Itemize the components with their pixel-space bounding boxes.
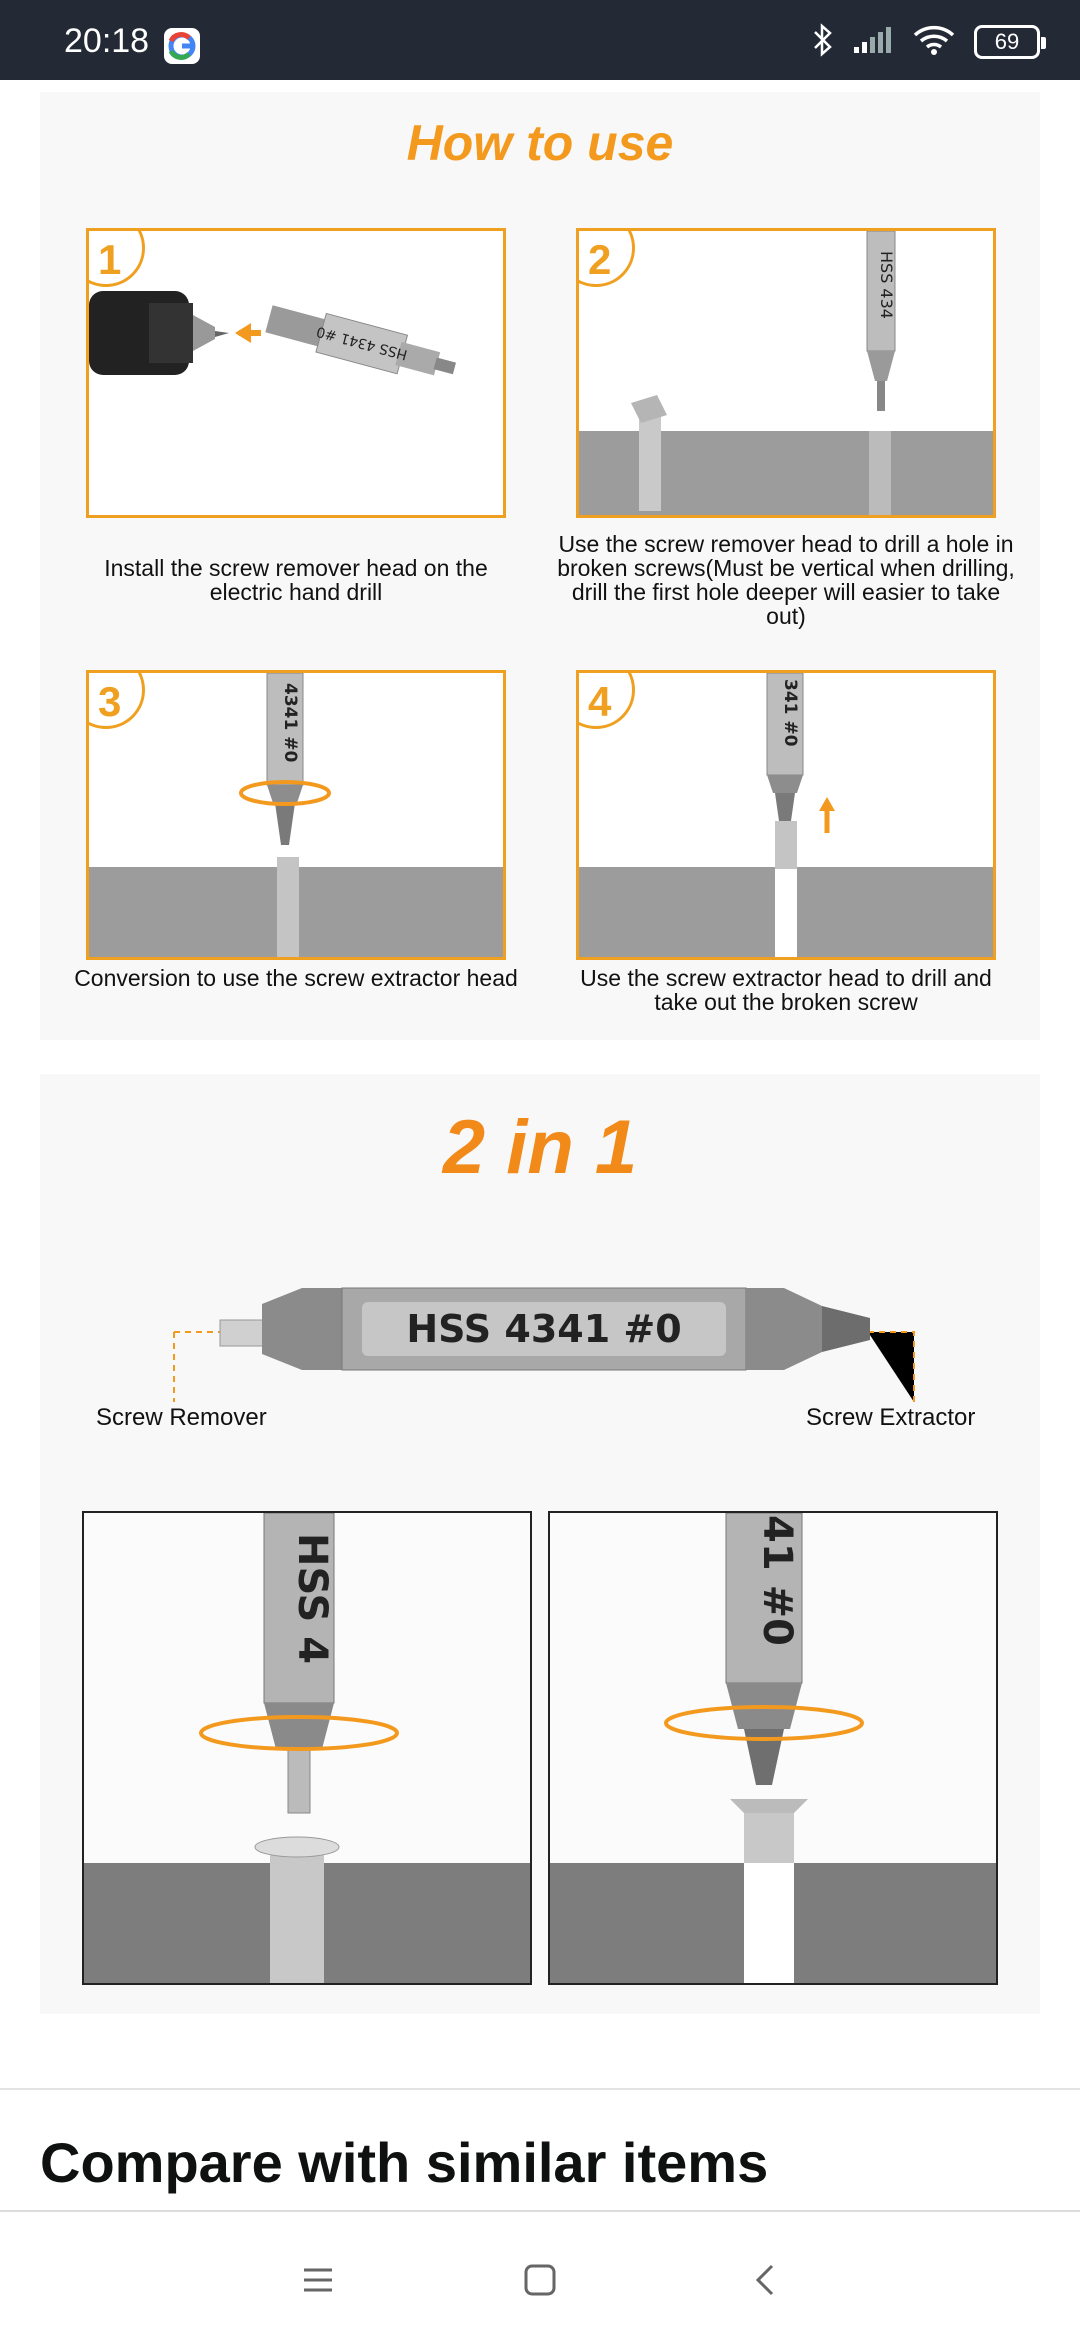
system-nav-bar bbox=[0, 2210, 1080, 2340]
home-icon[interactable] bbox=[520, 2260, 560, 2300]
svg-text:341 #0: 341 #0 bbox=[780, 679, 800, 747]
screw-extractor-label: Screw Extractor bbox=[806, 1404, 976, 1431]
step-1-caption: Install the screw remover head on the electric hand drill bbox=[104, 555, 488, 605]
step-2-caption: Use the screw remover head to drill a hole in broken screws(Must be vertical when drilling, drill the first hole deeper will easier to take out) bbox=[557, 531, 1015, 629]
menu-icon[interactable] bbox=[298, 2260, 338, 2300]
bluetooth-icon bbox=[812, 23, 834, 62]
status-time: 20:18 bbox=[64, 22, 150, 60]
drill-bit-illustration bbox=[40, 1254, 1040, 1404]
bit-label: HSS 4341 #0 bbox=[406, 1307, 682, 1351]
status-bar bbox=[0, 0, 1080, 80]
svg-text:HSS 4341 #0: HSS 4341 #0 bbox=[314, 322, 410, 363]
svg-text:41 #0: 41 #0 bbox=[754, 1515, 800, 1646]
section-divider bbox=[0, 2088, 1080, 2090]
battery-icon bbox=[974, 25, 1040, 59]
two-in-one-panel bbox=[40, 1074, 1040, 2014]
compare-heading: Compare with similar items bbox=[40, 2131, 769, 2194]
signal-icon bbox=[852, 25, 894, 60]
google-icon bbox=[164, 28, 200, 64]
step-4-caption: Use the screw extractor head to drill and take out the broken screw bbox=[580, 965, 992, 1015]
screw-remover-photo bbox=[82, 1511, 532, 1985]
back-icon[interactable] bbox=[746, 2260, 786, 2300]
screw-extractor-photo bbox=[548, 1511, 998, 1985]
step-2-image bbox=[576, 228, 996, 518]
step-3-caption: Conversion to use the screw extractor head bbox=[74, 965, 518, 991]
step-3-number-badge: 3 bbox=[86, 670, 145, 729]
step-3-image bbox=[86, 670, 506, 960]
battery-level: 69 bbox=[994, 29, 1020, 54]
wifi-icon bbox=[912, 23, 956, 62]
how-to-use-title: How to use bbox=[406, 115, 674, 171]
step-1-image bbox=[86, 228, 506, 518]
step-4-image bbox=[576, 670, 996, 960]
svg-text:4341 #0: 4341 #0 bbox=[280, 683, 300, 763]
two-in-one-title: 2 in 1 bbox=[442, 1105, 638, 1190]
step-2-number-badge: 2 bbox=[576, 228, 635, 287]
how-to-use-panel bbox=[40, 92, 1040, 1040]
screw-remover-label: Screw Remover bbox=[96, 1404, 267, 1431]
step-1-number-badge: 1 bbox=[86, 228, 145, 287]
step-4-number-badge: 4 bbox=[576, 670, 635, 729]
svg-text:HSS 4: HSS 4 bbox=[289, 1533, 335, 1665]
step-2-shank-text: HSS 434 bbox=[877, 251, 896, 319]
